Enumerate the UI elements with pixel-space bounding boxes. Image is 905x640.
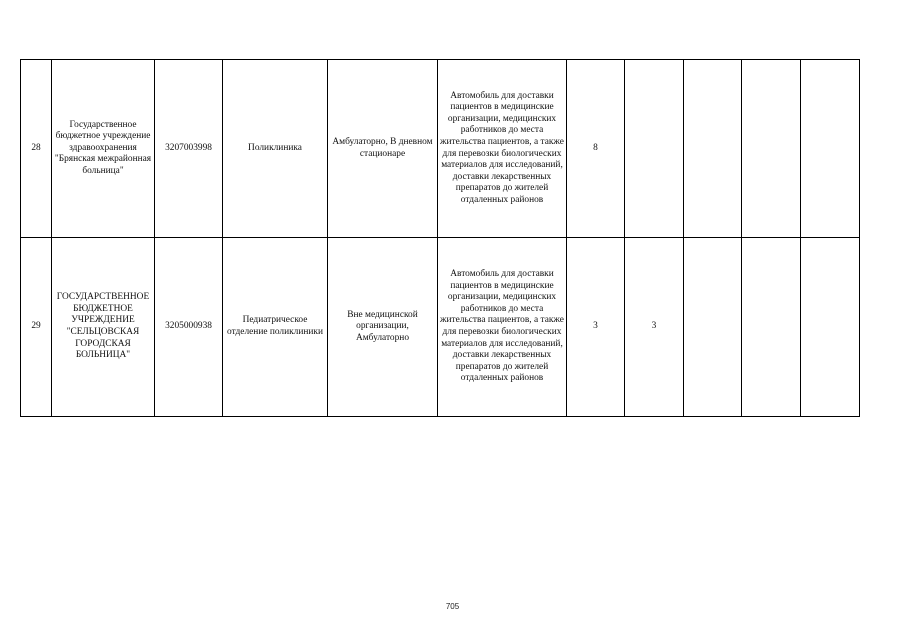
count-cell-2 bbox=[625, 60, 684, 238]
care-conditions: Вне медицинской организации, Амбулаторно bbox=[328, 238, 438, 417]
count-cell-5 bbox=[801, 60, 860, 238]
inn-code: 3207003998 bbox=[155, 60, 223, 238]
row-number: 29 bbox=[21, 238, 52, 417]
division-name: Поликлиника bbox=[223, 60, 328, 238]
data-table bbox=[20, 59, 860, 417]
page-number: 705 bbox=[445, 602, 460, 611]
organization-name: Государственное бюджетное учреждение здравоохранения "Брянская межрайонная больница" bbox=[52, 60, 155, 238]
inn-code: 3205000938 bbox=[155, 238, 223, 417]
count-cell-1: 3 bbox=[567, 238, 625, 417]
table-row bbox=[21, 60, 860, 238]
count-cell-2: 3 bbox=[625, 238, 684, 417]
vehicle-purpose: Автомобиль для доставки пациентов в медицинские организации, медицинских работников до места жительства пациентов, а также для перевозки биологических материалов для исследований, доставки лекарственных препаратов до жителей отдаленных районов bbox=[438, 60, 567, 238]
count-cell-4 bbox=[742, 60, 801, 238]
count-cell-3 bbox=[684, 60, 742, 238]
division-name: Педиатрическое отделение поликлиники bbox=[223, 238, 328, 417]
row-number: 28 bbox=[21, 60, 52, 238]
table-row bbox=[21, 238, 860, 417]
count-cell-3 bbox=[684, 238, 742, 417]
organization-name: ГОСУДАРСТВЕННОЕ БЮДЖЕТНОЕ УЧРЕЖДЕНИЕ "СЕЛЬЦОВСКАЯ ГОРОДСКАЯ БОЛЬНИЦА" bbox=[52, 238, 155, 417]
count-cell-1: 8 bbox=[567, 60, 625, 238]
vehicle-purpose: Автомобиль для доставки пациентов в медицинские организации, медицинских работников до места жительства пациентов, а также для перевозки биологических материалов для исследований, доставки лекарственных препаратов до жителей отдаленных районов bbox=[438, 238, 567, 417]
count-cell-5 bbox=[801, 238, 860, 417]
count-cell-4 bbox=[742, 238, 801, 417]
care-conditions: Амбулаторно, В дневном стационаре bbox=[328, 60, 438, 238]
